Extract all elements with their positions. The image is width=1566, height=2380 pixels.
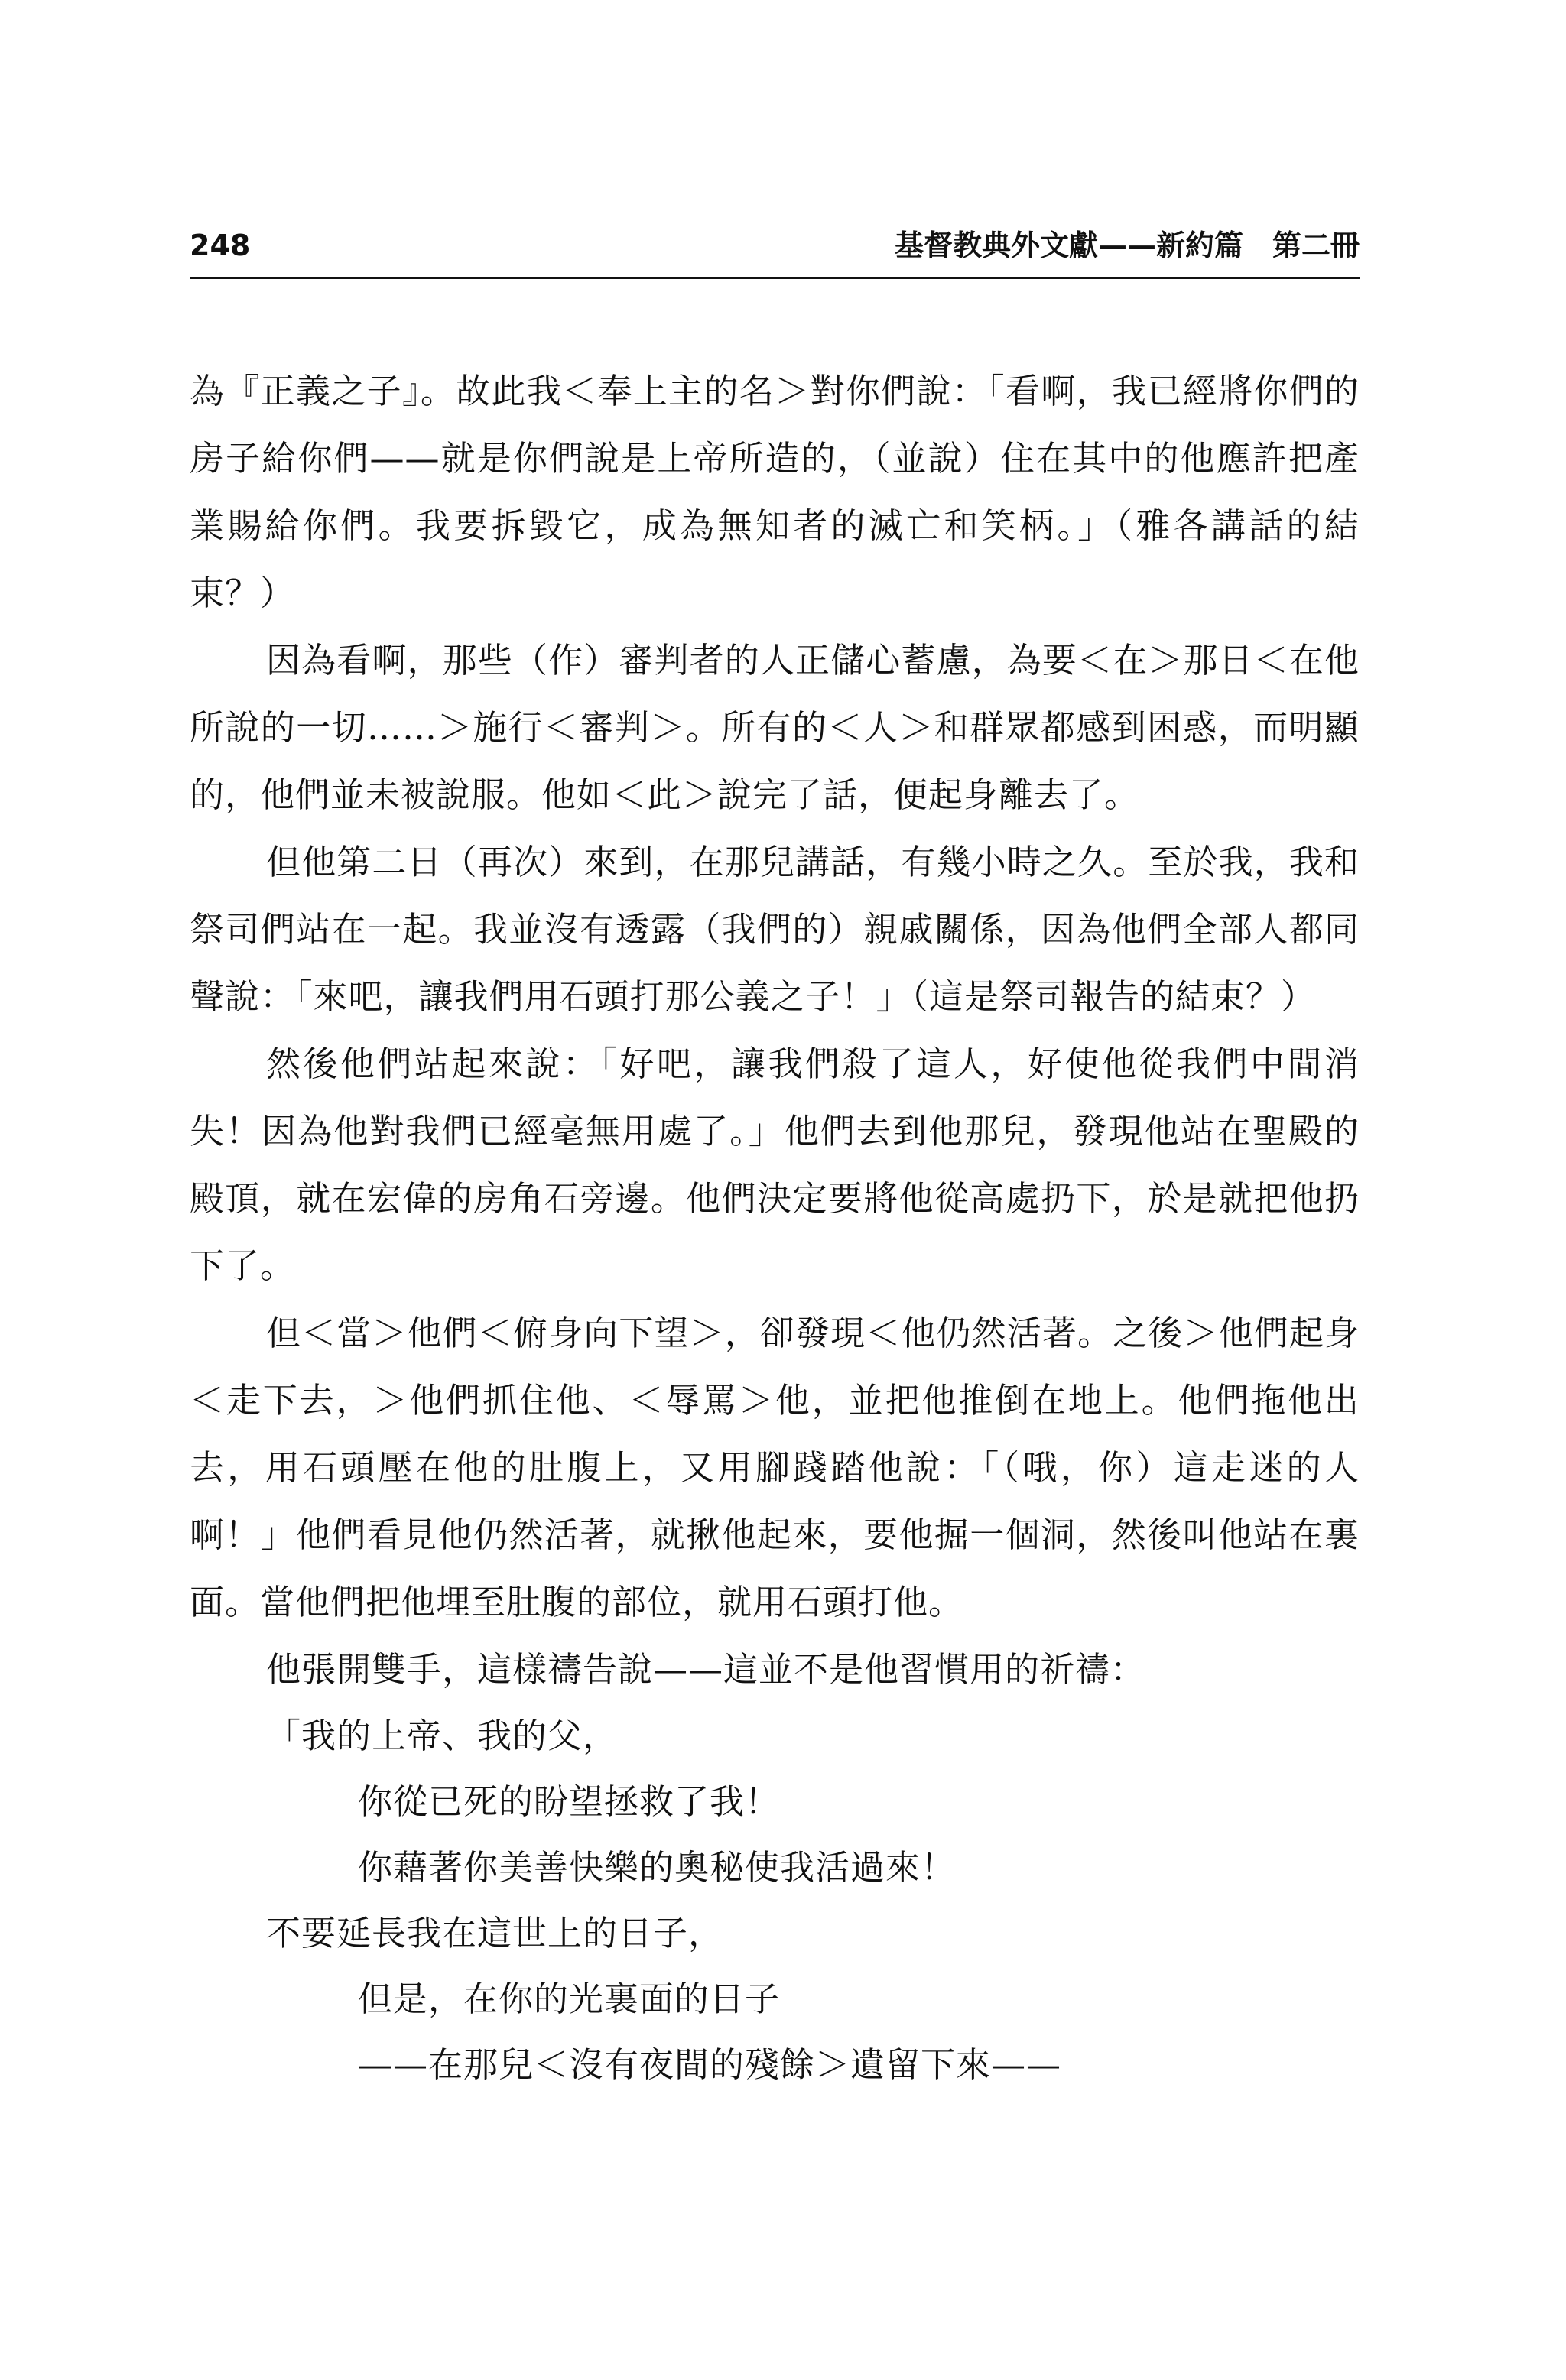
running-title: 基督教典外文獻——新約篇 第二冊 <box>894 229 1360 262</box>
paragraph: 然後他們站起來說：「好吧，讓我們殺了這人，好使他從我們中間消失！因為他對我們已經毫無用處了。」他們去到他那兒，發現他站在聖殿的殿頂，就在宏偉的房角石旁邊。他們決定要將他從高處扔下，於是就把他扔下了。 <box>190 1044 1360 1286</box>
prayer-line: 不要延長我在這世上的日子， <box>266 1913 724 1953</box>
prayer-line: 「我的上帝、我的父， <box>266 1716 619 1756</box>
prayer-line: 你藉著你美善快樂的奧秘使我活過來！ <box>358 1847 957 1888</box>
prayer-line: ——在那兒＜沒有夜間的殘餘＞遺留下來—— <box>358 2044 1062 2085</box>
paragraph: 他張開雙手，這樣禱告說——這並不是他習慣用的祈禱： <box>266 1649 1146 1690</box>
prayer-block <box>190 1703 1360 2098</box>
prayer-line: 你從已死的盼望拯救了我！ <box>358 1781 781 1822</box>
prayer-line: 但是，在你的光裏面的日子 <box>358 1979 781 2019</box>
page-header <box>190 223 1360 279</box>
paragraph: 但他第二日（再次）來到，在那兒講話，有幾小時之久。至於我，我和祭司們站在一起。我並沒有透露（我們的）親戚關係，因為他們全部人都同聲說：「來吧，讓我們用石頭打那公義之子！」（這是祭司報告的結束？） <box>190 842 1360 1017</box>
paragraph: 因為看啊，那些（作）審判者的人正儲心蓄慮，為要＜在＞那日＜在他所說的一切……＞施行＜審判＞。所有的＜人＞和群眾都感到困惑，而明顯的，他們並未被說服。他如＜此＞說完了話，便起身離去了。 <box>190 640 1360 815</box>
body-text <box>190 358 1360 2098</box>
paragraph: 但＜當＞他們＜俯身向下望＞，卻發現＜他仍然活著。之後＞他們起身＜走下去，＞他們抓住他、＜辱罵＞他，並把他推倒在地上。他們拖他出去，用石頭壓在他的肚腹上，又用腳踐踏他說：「（哦，你）這走迷的人啊！」他們看見他仍然活著，就揪他起來，要他掘一個洞，然後叫他站在裏面。當他們把他埋至肚腹的部位，就用石頭打他。 <box>190 1313 1360 1622</box>
page-number: 248 <box>190 229 251 262</box>
paragraph-continuation: 為『正義之子』。故此我＜奉上主的名＞對你們說：「看啊，我已經將你們的房子給你們——就是你們說是上帝所造的，（並說）住在其中的他應許把產業賜給你們。我要拆毀它，成為無知者的滅亡和笑柄。」（雅各講話的結束？） <box>190 371 1360 613</box>
